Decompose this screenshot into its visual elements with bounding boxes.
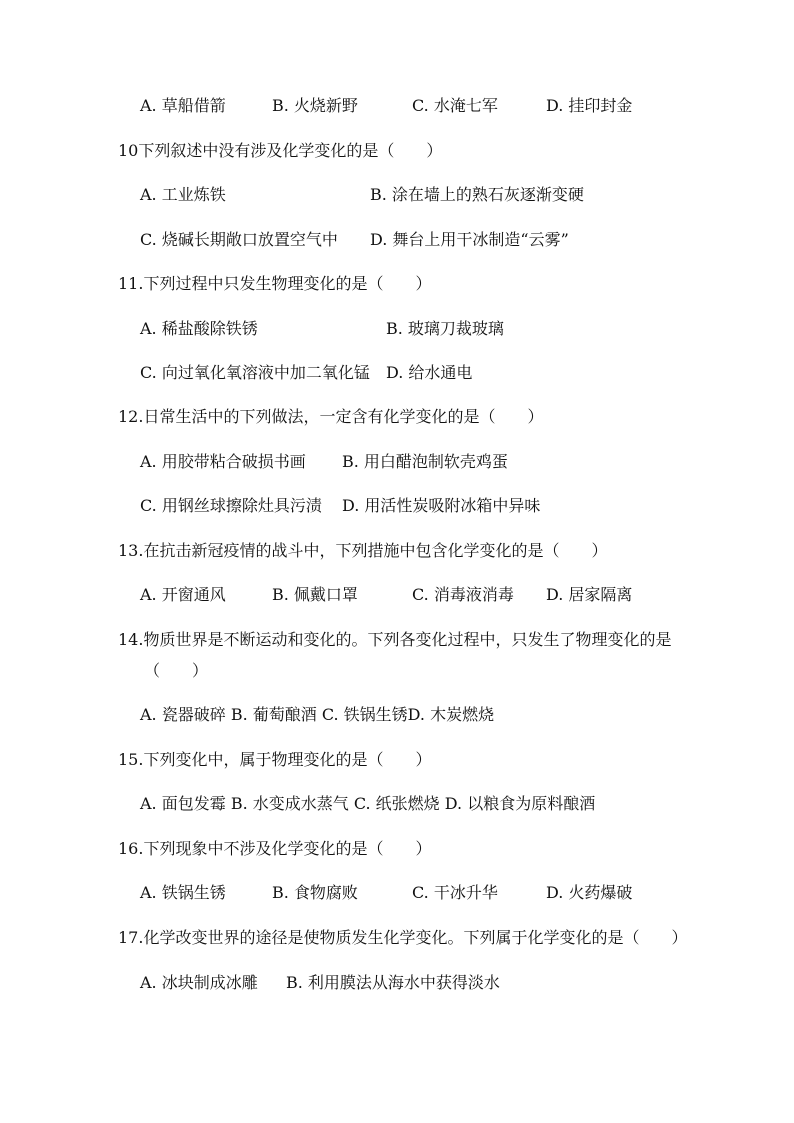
q16-option-b: B. 食物腐败 xyxy=(272,883,358,902)
q15-options: A. 面包发霉 B. 水变成水蒸气 C. 纸张燃烧 D. 以粮食为原料酿酒 xyxy=(140,794,596,813)
q16-option-d: D. 火药爆破 xyxy=(546,883,633,902)
q10-option-c: C. 烧碱长期敞口放置空气中 xyxy=(140,230,338,249)
q9-option-c: C. 水淹七军 xyxy=(412,96,498,115)
q16-question: 16.下列现象中不涉及化学变化的是（ ） xyxy=(118,839,432,858)
q13-option-c: C. 消毒液消毒 xyxy=(412,585,514,604)
q13-option-a: A. 开窗通风 xyxy=(140,585,226,604)
q13-option-d: D. 居家隔离 xyxy=(546,585,633,604)
q12-option-a: A. 用胶带粘合破损书画 xyxy=(140,452,306,471)
q16-option-a: A. 铁锅生锈 xyxy=(140,883,226,902)
q13-question: 13.在抗击新冠疫情的战斗中，下列措施中包含化学变化的是（ ） xyxy=(118,541,608,560)
q14-question: 14.物质世界是不断运动和变化的。下列各变化过程中，只发生了物理变化的是 xyxy=(118,630,672,649)
q17-question: 17.化学改变世界的途径是使物质发生化学变化。下列属于化学变化的是（ ） xyxy=(118,928,688,947)
q10-option-a: A. 工业炼铁 xyxy=(140,185,226,204)
q10-option-d: D. 舞台上用干冰制造“云雾” xyxy=(370,230,569,249)
q14-options: A. 瓷器破碎 B. 葡萄酿酒 C. 铁锅生锈D. 木炭燃烧 xyxy=(140,705,495,724)
q11-question: 11.下列过程中只发生物理变化的是（ ） xyxy=(118,274,432,293)
q14-question-paren: （ ） xyxy=(144,661,209,680)
q15-question: 15.下列变化中，属于物理变化的是（ ） xyxy=(118,750,432,769)
q9-option-d: D. 挂印封金 xyxy=(546,96,633,115)
q10-option-b: B. 涂在墙上的熟石灰逐渐变硬 xyxy=(370,185,584,204)
q12-option-c: C. 用钢丝球擦除灶具污渍 xyxy=(140,496,322,515)
q13-option-b: B. 佩戴口罩 xyxy=(272,585,358,604)
q11-option-b: B. 玻璃刀裁玻璃 xyxy=(386,319,504,338)
q12-option-b: B. 用白醋泡制软壳鸡蛋 xyxy=(342,452,508,471)
q17-option-a: A. 冰块制成冰雕 xyxy=(140,973,258,992)
q10-question: 10下列叙述中没有涉及化学变化的是（ ） xyxy=(118,141,443,160)
q12-question: 12.日常生活中的下列做法，一定含有化学变化的是（ ） xyxy=(118,407,544,426)
q11-option-a: A. 稀盐酸除铁锈 xyxy=(140,319,258,338)
q16-option-c: C. 干冰升华 xyxy=(412,883,498,902)
q11-option-d: D. 给水通电 xyxy=(386,363,473,382)
q11-option-c: C. 向过氧化氧溶液中加二氧化锰 xyxy=(140,363,370,382)
q9-option-b: B. 火烧新野 xyxy=(272,96,358,115)
q9-option-a: A. 草船借箭 xyxy=(140,96,226,115)
q12-option-d: D. 用活性炭吸附冰箱中异味 xyxy=(342,496,541,515)
q17-option-b: B. 利用膜法从海水中获得淡水 xyxy=(286,973,500,992)
